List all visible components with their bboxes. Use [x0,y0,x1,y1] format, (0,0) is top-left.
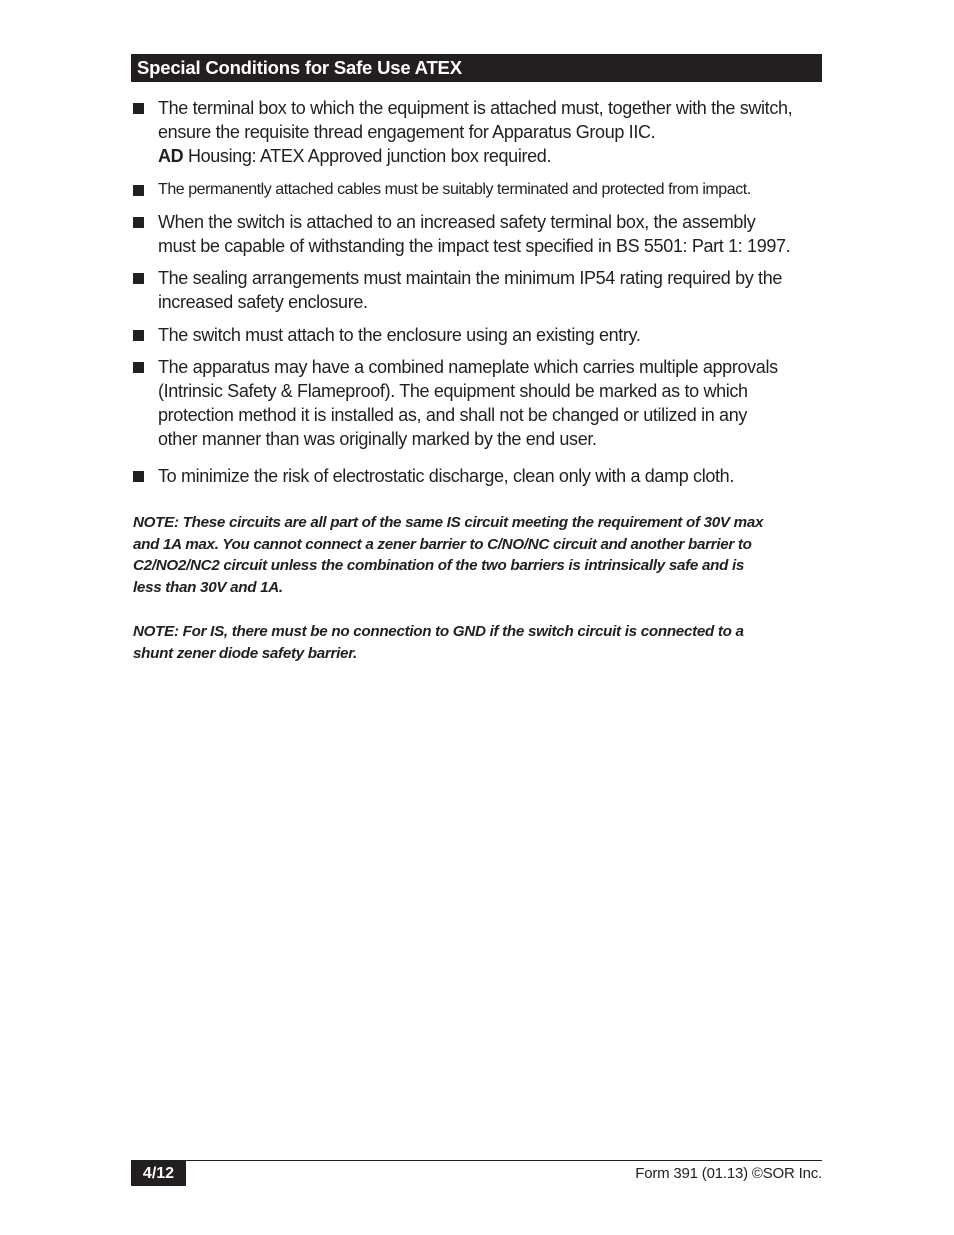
list-item-line: When the switch is attached to an increased safety terminal box, the assembly [158,212,756,232]
list-item-line: The apparatus may have a combined nameplate which carries multiple approvals [158,357,778,377]
model-description: Housing: ATEX Approved junction box required. [183,146,552,166]
list-item-line: (Intrinsic Safety & Flameproof). The equipment should be marked as to which [158,381,748,401]
list-item-line: The sealing arrangements must maintain the minimum IP54 rating required by the [158,268,783,288]
note-line: NOTE: For IS, there must be no connection to GND if the switch circuit is connected to a [133,623,744,640]
note-line: less than 30V and 1A. [133,578,283,596]
list-item [133,210,848,258]
square-bullet-icon [133,362,144,373]
list-item [133,323,848,347]
list-item-line: The switch must attach to the enclosure using an existing entry. [158,325,641,345]
model-code: AD [158,146,184,166]
square-bullet-icon [133,330,144,341]
list-item-subline [158,144,848,168]
list-item-line: increased safety enclosure. [158,292,368,312]
square-bullet-icon [133,471,144,482]
list-item [133,266,848,314]
list-item [133,355,848,451]
square-bullet-icon [133,185,144,196]
note-line: C2/NO2/NC2 circuit unless the combination of the two barriers is intrinsically safe and is [133,557,745,575]
form-reference: Form 391 (01.13) ©SOR Inc. [635,1165,822,1182]
page-number: 4/12 [131,1161,186,1186]
footer-divider [131,1160,822,1161]
list-item [133,96,848,168]
list-item-line: To minimize the risk of electrostatic discharge, clean only with a damp cloth. [158,466,734,486]
list-item-line: other manner than was originally marked by the end user. [158,429,597,449]
list-item-line: ensure the requisite thread engagement for Apparatus Group IIC. [158,122,656,142]
note-line: shunt zener diode safety barrier. [133,644,357,662]
note-is-circuit [133,512,823,598]
square-bullet-icon [133,103,144,114]
list-item-line: must be capable of withstanding the impact test specified in BS 5501: Part 1: 1997. [158,236,791,256]
square-bullet-icon [133,217,144,228]
note-gnd-connection [133,621,823,664]
list-item [133,464,848,488]
list-item [133,178,848,202]
list-item-line: The permanently attached cables must be suitably terminated and protected from impact. [158,181,751,198]
list-item-line: protection method it is installed as, and shall not be changed or utilized in any [158,405,748,425]
section-title: Special Conditions for Safe Use ATEX [131,54,822,82]
note-line: and 1A max. You cannot connect a zener barrier to C/NO/NC circuit and another barrier to [133,535,752,553]
note-line: NOTE: These circuits are all part of the same IS circuit meeting the requirement of 30V max [133,514,764,531]
list-item-line: The terminal box to which the equipment is attached must, together with the switch, [158,98,793,118]
square-bullet-icon [133,273,144,284]
